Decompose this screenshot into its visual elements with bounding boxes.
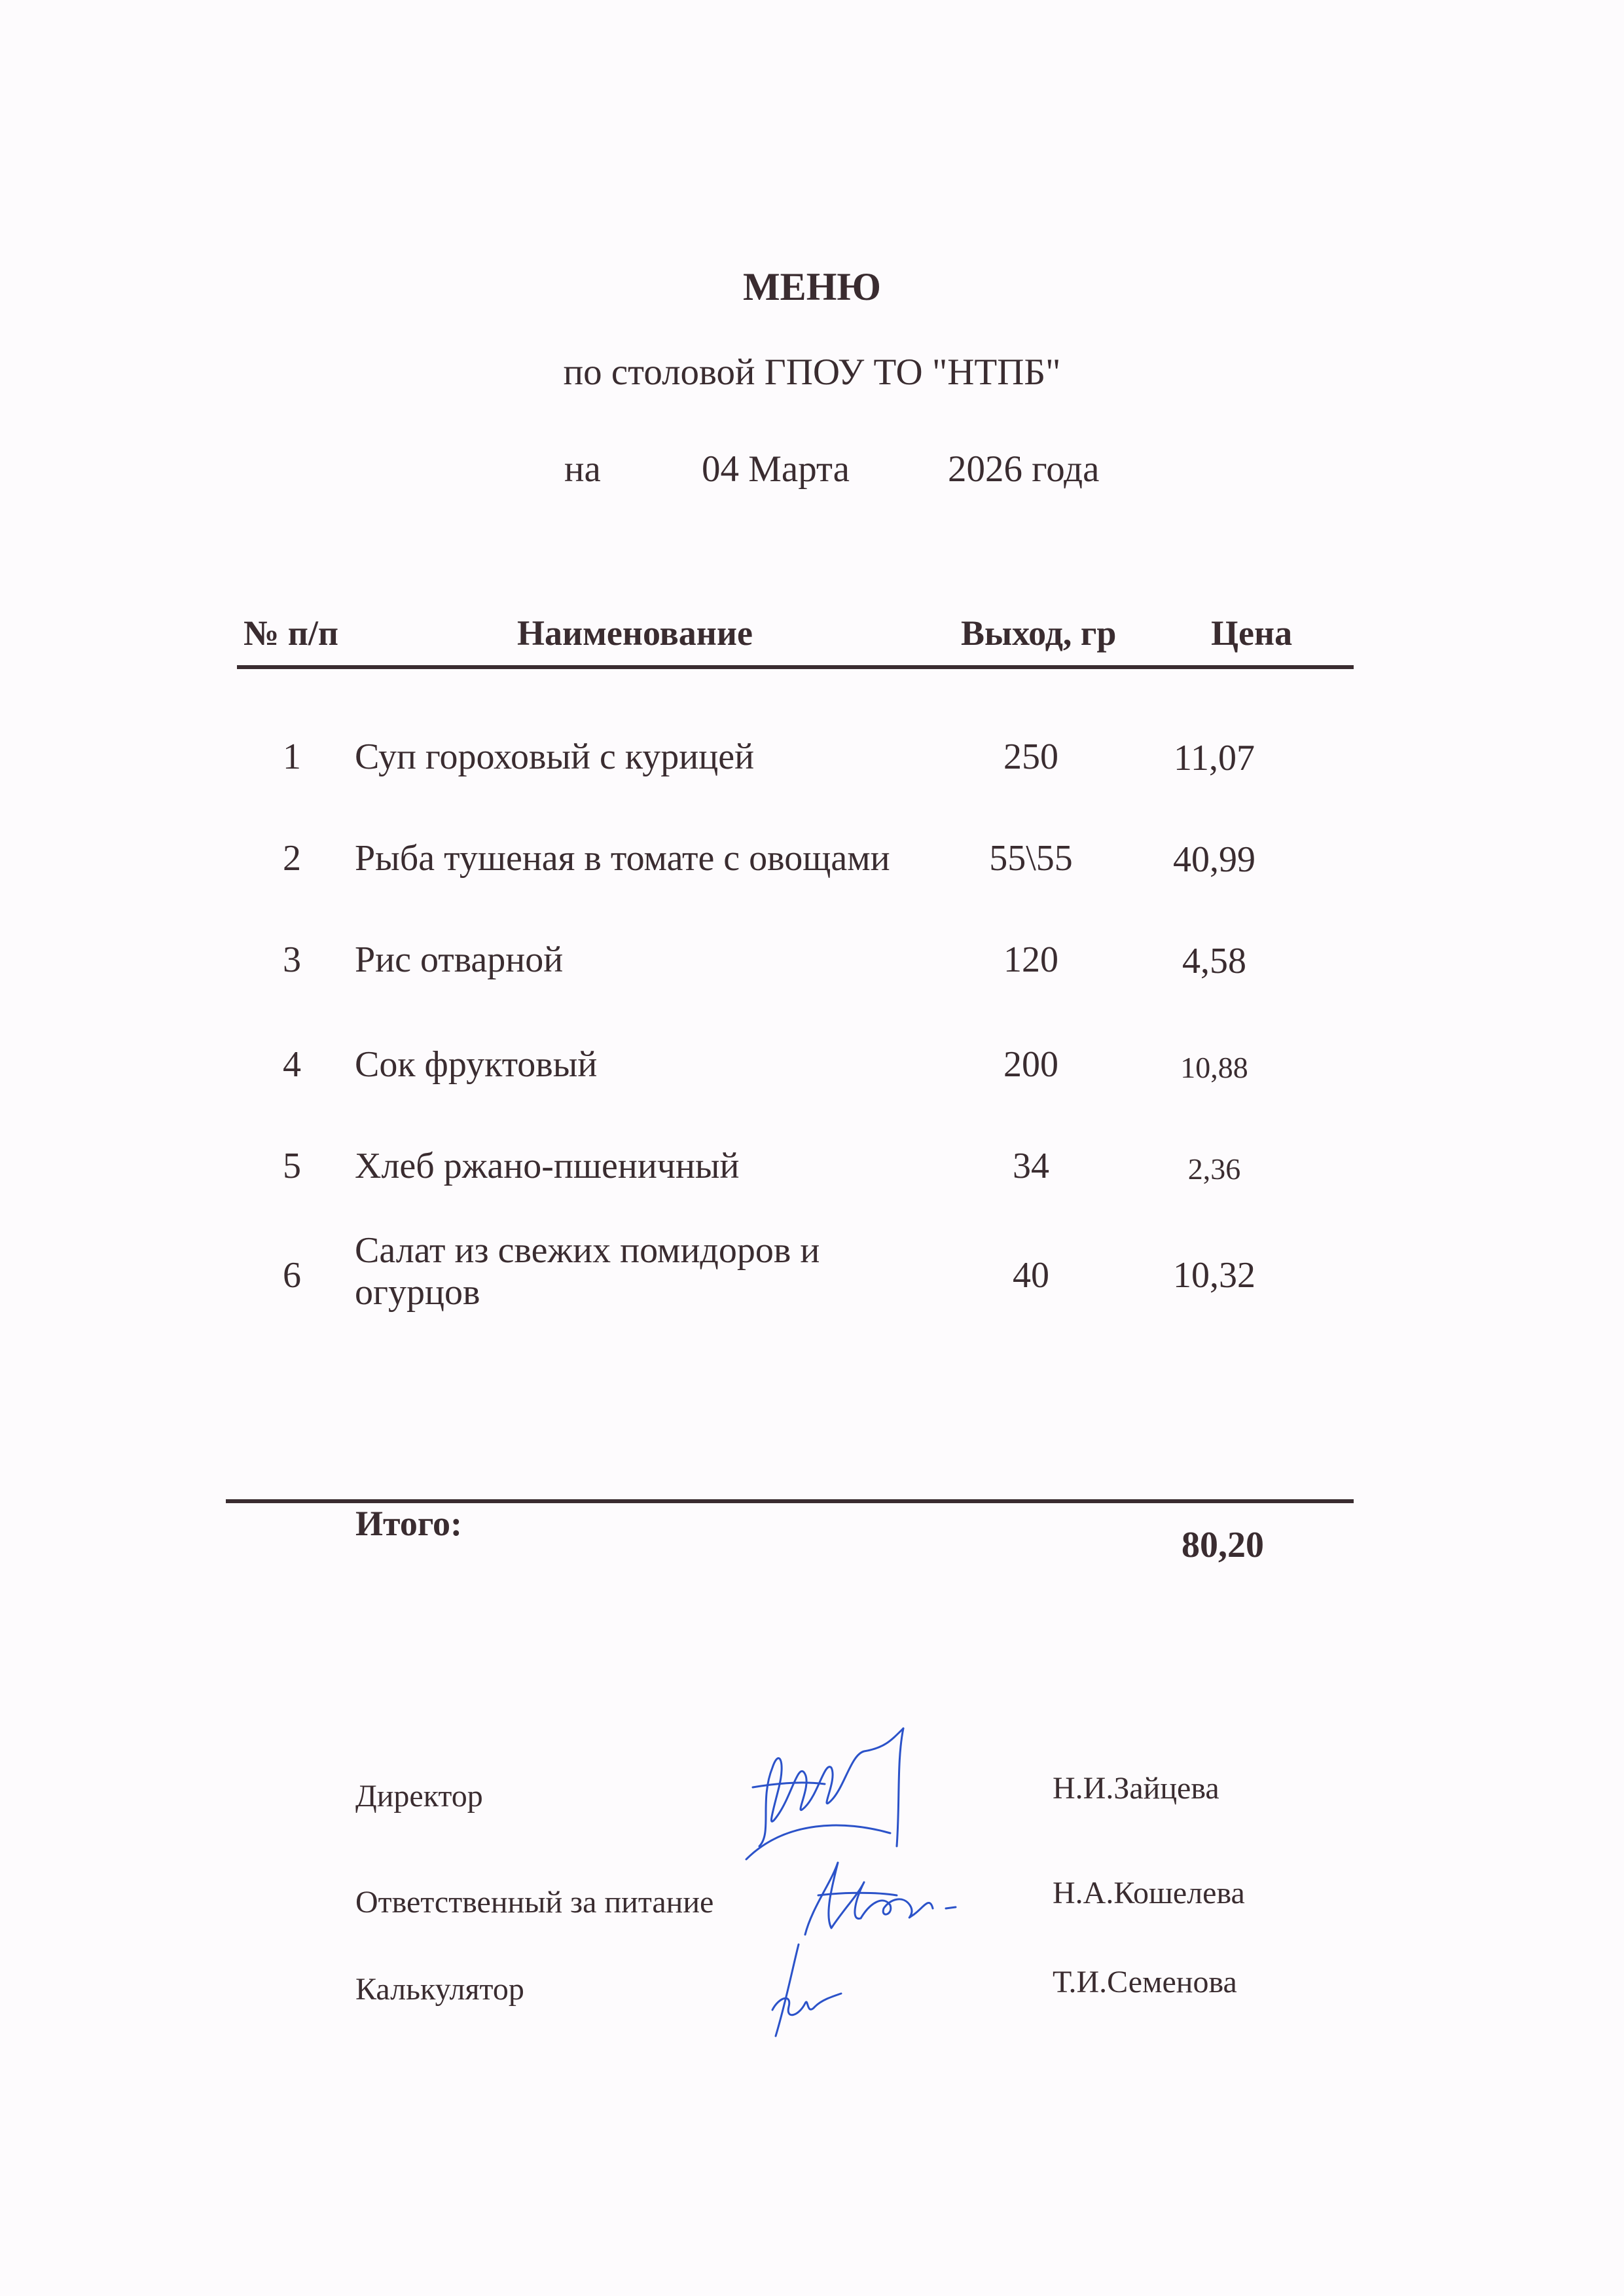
row-yield: 34 bbox=[1013, 1146, 1049, 1186]
row-num: 2 bbox=[283, 838, 301, 879]
row-name: Рис отварной bbox=[355, 939, 564, 980]
header-name: Наименование bbox=[517, 613, 753, 653]
row-price: 10,32 bbox=[1173, 1255, 1255, 1296]
row-name: Хлеб ржано-пшеничный bbox=[355, 1146, 740, 1186]
signature-role: Директор bbox=[355, 1779, 483, 1813]
date-year: 2026 года bbox=[948, 448, 1100, 490]
signature-nutrition-handwriting bbox=[792, 1856, 962, 1941]
signature-name: Н.И.Зайцева bbox=[1053, 1771, 1219, 1806]
row-num: 5 bbox=[283, 1146, 301, 1186]
signature-role: Калькулятор bbox=[355, 1972, 524, 2007]
row-name: Сок фруктовый bbox=[355, 1044, 598, 1085]
total-label: Итого: bbox=[355, 1504, 462, 1543]
row-price: 10,88 bbox=[1180, 1051, 1248, 1084]
total-divider bbox=[226, 1499, 1354, 1503]
row-yield: 120 bbox=[1003, 939, 1058, 980]
row-num: 3 bbox=[283, 939, 301, 980]
date-prefix: на bbox=[564, 448, 601, 490]
date-day-month: 04 Марта bbox=[702, 448, 850, 490]
row-num: 1 bbox=[283, 737, 301, 777]
row-yield: 55\55 bbox=[989, 838, 1073, 879]
row-name: Салат из свежих помидоров и огурцов bbox=[355, 1230, 820, 1313]
header-yield: Выход, гр bbox=[961, 613, 1117, 653]
page-title: МЕНЮ bbox=[743, 265, 881, 308]
header-num: № п/п bbox=[244, 613, 338, 653]
signature-name: Н.А.Кошелева bbox=[1053, 1876, 1245, 1910]
row-num: 4 bbox=[283, 1044, 301, 1085]
row-price: 40,99 bbox=[1173, 839, 1255, 880]
row-price: 4,58 bbox=[1182, 941, 1246, 981]
signature-director-handwriting bbox=[733, 1722, 943, 1872]
row-yield: 200 bbox=[1003, 1044, 1058, 1085]
row-yield: 40 bbox=[1013, 1255, 1049, 1296]
row-name: Рыба тушеная в томате с овощами bbox=[355, 838, 890, 879]
signature-calculator-handwriting bbox=[759, 1938, 857, 2043]
header-divider bbox=[237, 665, 1354, 669]
row-price: 2,36 bbox=[1187, 1152, 1241, 1186]
total-value: 80,20 bbox=[1182, 1525, 1264, 1565]
page-subtitle: по столовой ГПОУ ТО "НТПБ" bbox=[563, 352, 1061, 393]
row-yield: 250 bbox=[1003, 737, 1058, 777]
header-price: Цена bbox=[1211, 613, 1293, 653]
row-num: 6 bbox=[283, 1255, 301, 1296]
signature-name: Т.И.Семенова bbox=[1053, 1965, 1237, 1999]
signature-role: Ответственный за питание bbox=[355, 1885, 714, 1920]
row-price: 11,07 bbox=[1174, 738, 1255, 778]
row-name: Суп гороховый с курицей bbox=[355, 737, 755, 777]
